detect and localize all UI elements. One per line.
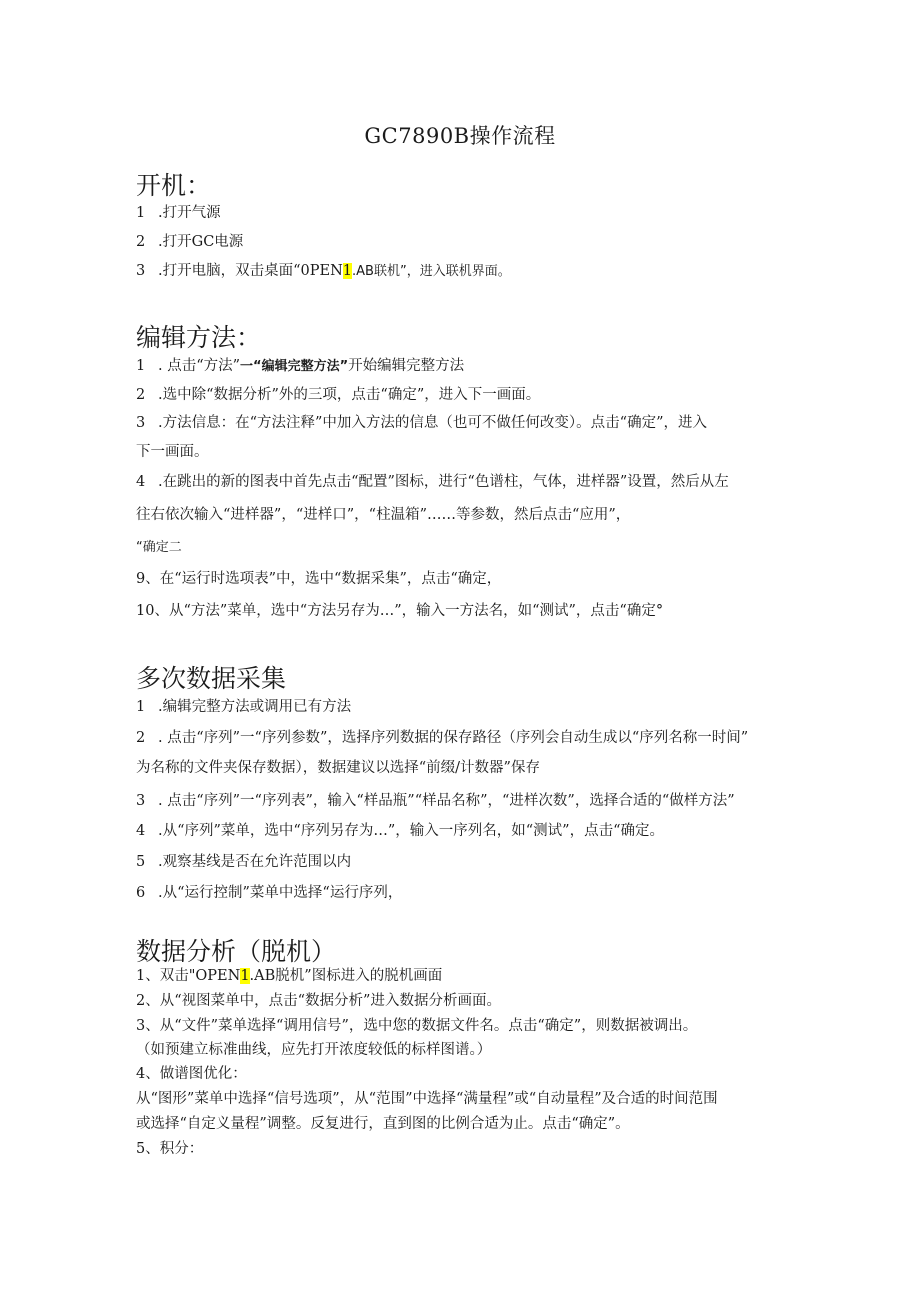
highlighted-text: 1 xyxy=(240,968,250,984)
text-line: 4 .从“序列”菜单，选中“序列另存为…”，输入一序列名，如“测试”，点击“确定。 xyxy=(136,823,664,839)
text-line: 3、从“文件”菜单选择“调用信号”，选中您的数据文件名。点击“确定”，则数据被调出。 xyxy=(136,1018,698,1034)
text-line: 或选择“自定义量程”调整。反复进行，直到图的比例合适为止。点击“确定”。 xyxy=(136,1116,630,1132)
text-line: 2 .打开GC电源 xyxy=(136,234,244,250)
text-line: 10、从“方法”菜单，选中“方法另存为…”，输入一方法名，如“测试”，点击“确定° xyxy=(136,603,664,619)
text-line: 4、做谱图优化： xyxy=(136,1066,247,1082)
text-line: 1 .编辑完整方法或调用已有方法 xyxy=(136,699,352,715)
text-line: 1、双击"OPEN1.AB脱机”图标进入的脱机画面 xyxy=(136,968,443,984)
document-title: GC7890B操作流程 xyxy=(364,124,556,148)
text-line: “确定二 xyxy=(136,540,182,555)
text-line: 5、积分： xyxy=(136,1141,204,1157)
text-line: （如预建立标准曲线，应先打开浓度较低的标样图谱。） xyxy=(136,1042,492,1058)
text-line: 2 .选中除“数据分析”外的三项，点击“确定”，进入下一画面。 xyxy=(136,387,541,403)
text-line: 从“图形”菜单中选择“信号选项”，从“范围”中选择“满量程”或“自动量程”及合适的时间范围 xyxy=(136,1091,718,1107)
text-line: 9、在“运行时选项表”中，选中“数据采集”，点击“确定， xyxy=(136,571,502,587)
text-line: 3 .打开电脑，双击桌面“0PEN1.AB联机”，进入联机界面。 xyxy=(136,263,511,279)
text-line: 往右依次输入“进样器”，“进样口”，“柱温箱”……等参数，然后点击“应用”， xyxy=(136,507,631,523)
highlighted-text: 1 xyxy=(342,263,353,279)
text-line: 3 .方法信息：在“方法注释”中加入方法的信息（也可不做任何改变）。点击“确定”，进入 xyxy=(136,415,708,431)
text-line: 6 .从“运行控制”菜单中选择“运行序列， xyxy=(136,885,403,901)
section-heading-power-on: 开机： xyxy=(136,171,212,200)
text-line: 3 . 点击“序列”一“序列表”，输入“样品瓶”“样品名称”，“进样次数”，选择合适的“做样方法” xyxy=(136,793,735,809)
text-line: 2、从“视图菜单中，点击“数据分析”进入数据分析画面。 xyxy=(136,993,501,1009)
text-line: 5 .观察基线是否在允许范围以内 xyxy=(136,854,352,870)
text-line: 1 .打开气源 xyxy=(136,205,221,221)
text-line: 4 .在跳出的新的图表中首先点击“配置”图标，进行“色谱柱，气体，进样器”设置，然后从左 xyxy=(136,474,729,490)
text-line: 2 . 点击“序列”一“序列参数”，选择序列数据的保存路径（序列会自动生成以“序列名称一时间” xyxy=(136,730,749,746)
section-heading-edit-method: 编辑方法： xyxy=(136,323,262,352)
text-line: 下一画面。 xyxy=(136,444,209,460)
section-heading-data-analysis: 数据分析（脱机） xyxy=(136,937,337,966)
section-heading-multi-acquisition: 多次数据采集 xyxy=(136,664,287,693)
text-line: 1 . 点击“方法”一“编辑完整方法”开始编辑完整方法 xyxy=(136,358,465,374)
text-line: 为名称的文件夹保存数据），数据建议以选择“前缀/计数器”保存 xyxy=(136,760,540,776)
